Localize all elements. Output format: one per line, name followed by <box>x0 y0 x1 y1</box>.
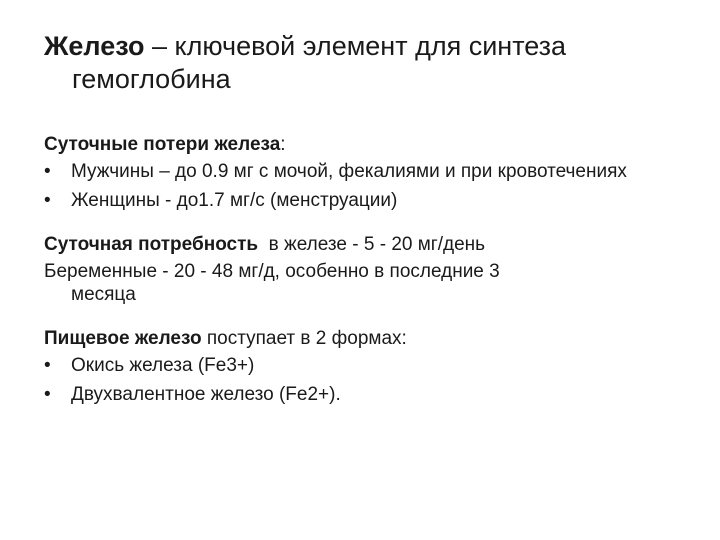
title-rest: – ключевой элемент для синтеза <box>144 31 567 61</box>
slide-body <box>44 133 684 406</box>
list-item <box>44 354 684 377</box>
dietary-heading-rest: поступает в 2 формах: <box>201 328 407 349</box>
title-line2: гемоглобина <box>72 64 231 94</box>
list-item <box>44 383 684 406</box>
pregnant-line2: месяца <box>71 284 136 305</box>
list-item <box>44 189 684 212</box>
losses-list <box>44 160 684 212</box>
dietary-heading <box>44 327 684 350</box>
list-item-text: Двухвалентное железо (Fe2+). <box>71 384 341 405</box>
bullet-icon: • <box>44 355 51 376</box>
list-item-text: Женщины - до1.7 мг/с (менструации) <box>71 190 398 211</box>
dietary-list <box>44 354 684 406</box>
losses-section <box>44 133 684 212</box>
bullet-icon: • <box>44 384 51 405</box>
losses-heading-rest: : <box>280 134 286 155</box>
dietary-section <box>44 327 684 406</box>
losses-heading <box>44 133 684 156</box>
need-section <box>44 233 684 306</box>
title-bold: Железо <box>44 31 145 61</box>
list-item-text: Окись железа (Fe3+) <box>71 355 255 376</box>
need-heading-bold: Суточная потребность <box>44 234 259 255</box>
slide-title <box>44 30 684 96</box>
pregnant-note <box>44 260 684 306</box>
bullet-icon: • <box>44 161 51 182</box>
losses-heading-bold: Суточные потери железа <box>44 134 281 155</box>
pregnant-line1: Беременные - 20 - 48 мг/д, особенно в последние 3 <box>44 261 500 282</box>
bullet-icon: • <box>44 190 51 211</box>
list-item <box>44 160 684 183</box>
list-item-text: Мужчины – до 0.9 мг с мочой, фекалиями и при кровотечениях <box>71 161 627 182</box>
dietary-heading-bold: Пищевое железо <box>44 328 202 349</box>
need-heading-rest: в железе - 5 - 20 мг/день <box>258 234 486 255</box>
need-heading <box>44 233 684 256</box>
